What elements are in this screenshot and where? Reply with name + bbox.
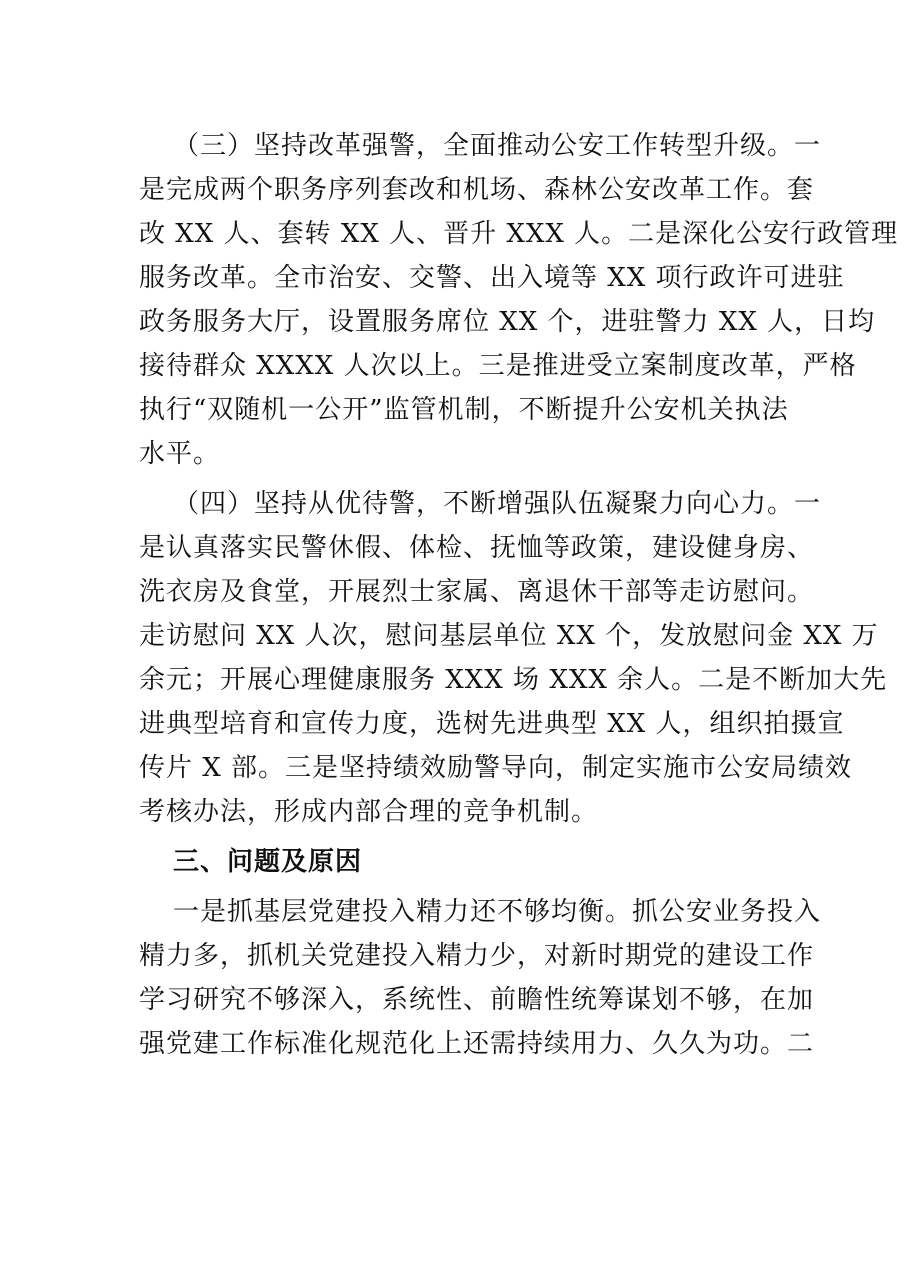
text-line: 服务改革。全市治安、交警、出入境等 XX 项行政许可进驻 [139, 263, 845, 293]
text-line: 是完成两个职务序列套改和机场、森林公安改革工作。套 [139, 175, 815, 205]
text-line: 学习研究不够深入，系统性、前瞻性统筹谋划不够，在加 [139, 985, 815, 1015]
text-line: 一是抓基层党建投入精力还不够均衡。抓公安业务投入 [173, 897, 822, 927]
text-line: 改 XX 人、套转 XX 人、晋升 XXX 人。二是深化公安行政管理 [139, 219, 899, 249]
paragraph-welfare [139, 482, 888, 834]
paragraph-reform [139, 124, 899, 476]
text-line: 水平。 [139, 439, 221, 469]
text-line: 进典型培育和宣传力度，选树先进典型 XX 人，组织拍摄宣 [139, 709, 845, 739]
text-line: （三）坚持改革强警，全面推动公安工作转型升级。一 [173, 131, 822, 161]
text-line: 政务服务大厅，设置服务席位 XX 个，进驻警力 XX 人，日均 [139, 307, 876, 337]
text-line: 传片 X 部。三是坚持绩效励警导向，制定实施市公安局绩效 [139, 753, 853, 783]
section-heading: 三、问题及原因 [173, 847, 363, 877]
document-body [139, 124, 899, 1072]
text-line: 余元；开展心理健康服务 XXX 场 XXX 余人。二是不断加大先 [139, 665, 888, 695]
text-line: 强党建工作标准化规范化上还需持续用力、久久为功。二 [139, 1029, 815, 1059]
text-line: 执行“双随机一公开”监管机制，不断提升公安机关执法 [139, 395, 789, 425]
text-line: 接待群众 XXXX 人次以上。三是推进受立案制度改革，严格 [139, 351, 857, 381]
text-line: 走访慰问 XX 人次，慰问基层单位 XX 个，发放慰问金 XX 万 [139, 621, 879, 651]
text-line: 考核办法，形成内部合理的竞争机制。 [139, 797, 599, 827]
text-line: （四）坚持从优待警，不断增强队伍凝聚力向心力。一 [173, 489, 822, 519]
text-line: 洗衣房及食堂，开展烈士家属、离退休干部等走访慰问。 [139, 577, 815, 607]
paragraph-problems [139, 890, 822, 1066]
text-line: 精力多，抓机关党建投入精力少，对新时期党的建设工作 [139, 941, 815, 971]
text-line: 是认真落实民警休假、体检、抚恤等政策，建设健身房、 [139, 533, 815, 563]
